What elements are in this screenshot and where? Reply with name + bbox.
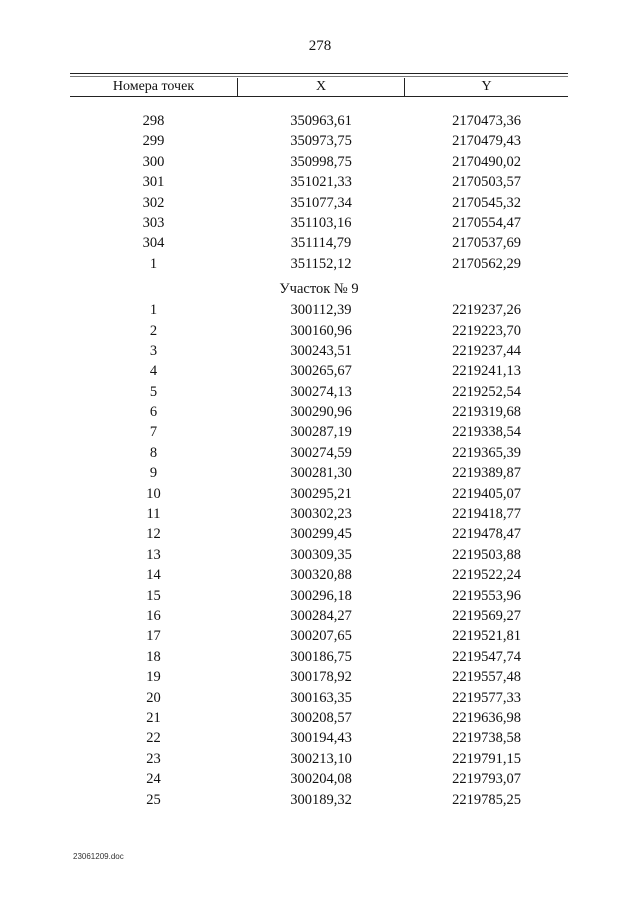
table-row — [70, 361, 568, 381]
x-coordinate: 300163,35 — [290, 689, 352, 706]
x-coordinate: 351103,16 — [290, 214, 352, 231]
point-number: 3 — [149, 342, 158, 359]
y-coordinate: 2219389,87 — [452, 465, 521, 482]
point-number: 8 — [149, 444, 158, 461]
table-row — [70, 606, 568, 626]
x-coordinate: 300274,59 — [290, 444, 352, 461]
y-coordinate: 2219522,24 — [452, 567, 521, 584]
table-row — [70, 402, 568, 422]
table-row — [70, 586, 568, 606]
point-number: 301 — [142, 174, 165, 191]
y-coordinate: 2219738,58 — [452, 730, 521, 747]
table-row — [70, 131, 568, 151]
table-header — [70, 73, 568, 97]
table-row — [70, 728, 568, 748]
y-coordinate: 2219223,70 — [452, 322, 521, 339]
y-coordinate: 2219521,81 — [452, 628, 521, 645]
x-coordinate: 351021,33 — [290, 174, 352, 191]
table-row — [70, 708, 568, 728]
table-row — [70, 484, 568, 504]
point-number: 20 — [146, 689, 161, 706]
point-number: 22 — [146, 730, 161, 747]
table-row — [70, 667, 568, 687]
point-number: 302 — [142, 194, 165, 211]
point-number: 2 — [149, 322, 158, 339]
table-row — [70, 300, 568, 320]
x-coordinate: 300290,96 — [290, 404, 352, 421]
x-coordinate: 351077,34 — [290, 194, 352, 211]
table-row — [70, 152, 568, 172]
y-coordinate: 2219503,88 — [452, 546, 521, 563]
table-row — [70, 422, 568, 442]
y-coordinate: 2219577,33 — [452, 689, 521, 706]
table-row — [70, 111, 568, 131]
table-row — [70, 749, 568, 769]
point-number: 303 — [142, 214, 165, 231]
x-coordinate: 300112,39 — [290, 302, 352, 319]
y-coordinate: 2219785,25 — [452, 791, 521, 808]
table-row — [70, 193, 568, 213]
x-coordinate: 300296,18 — [290, 587, 352, 604]
y-coordinate: 2219547,74 — [452, 648, 521, 665]
x-coordinate: 351152,12 — [290, 255, 352, 272]
x-coordinate: 300178,92 — [290, 669, 352, 686]
coordinates-table-body — [70, 111, 568, 810]
table-row — [70, 545, 568, 565]
header-x: X — [238, 78, 405, 96]
page-number: 278 — [308, 38, 332, 54]
table-row — [70, 769, 568, 789]
point-number: 24 — [146, 771, 161, 788]
x-coordinate: 300207,65 — [290, 628, 352, 645]
x-coordinate: 300274,13 — [290, 383, 352, 400]
y-coordinate: 2170537,69 — [452, 235, 521, 252]
point-number: 12 — [146, 526, 161, 543]
point-number: 17 — [146, 628, 161, 645]
y-coordinate: 2219557,48 — [452, 669, 521, 686]
header-point-numbers: Номера точек — [70, 78, 238, 96]
table-row — [70, 790, 568, 810]
point-number: 21 — [146, 709, 161, 726]
table-row — [70, 254, 568, 274]
y-coordinate: 2219252,54 — [452, 383, 521, 400]
y-coordinate: 2219241,13 — [452, 363, 521, 380]
x-coordinate: 300320,88 — [290, 567, 352, 584]
y-coordinate: 2219237,44 — [452, 342, 521, 359]
y-coordinate: 2219793,07 — [452, 771, 521, 788]
y-coordinate: 2170554,47 — [452, 214, 521, 231]
x-coordinate: 300189,32 — [290, 791, 352, 808]
y-coordinate: 2219365,39 — [452, 444, 521, 461]
point-number: 13 — [146, 546, 161, 563]
y-coordinate: 2219405,07 — [452, 485, 521, 502]
point-number: 25 — [146, 791, 161, 808]
table-row — [70, 524, 568, 544]
point-number: 9 — [149, 465, 158, 482]
point-number: 299 — [142, 133, 165, 150]
x-coordinate: 300208,57 — [290, 709, 352, 726]
point-number: 298 — [142, 113, 165, 129]
table-row — [70, 565, 568, 585]
point-number: 14 — [146, 567, 161, 584]
table-row — [70, 504, 568, 524]
table-row — [70, 382, 568, 402]
y-coordinate: 2170473,36 — [452, 113, 521, 129]
table-row — [70, 647, 568, 667]
x-coordinate: 300302,23 — [290, 506, 352, 523]
x-coordinate: 300284,27 — [290, 607, 352, 624]
x-coordinate: 351114,79 — [290, 235, 352, 252]
y-coordinate: 2219569,27 — [452, 607, 521, 624]
table-row — [70, 172, 568, 192]
y-coordinate: 2219418,77 — [452, 506, 521, 523]
x-coordinate: 300295,21 — [290, 485, 352, 502]
point-number: 304 — [142, 235, 165, 252]
y-coordinate: 2219553,96 — [452, 587, 521, 604]
y-coordinate: 2219791,15 — [452, 750, 521, 767]
x-coordinate: 300204,08 — [290, 771, 352, 788]
table-row — [70, 443, 568, 463]
point-number: 5 — [149, 383, 158, 400]
x-coordinate: 300309,35 — [290, 546, 352, 563]
point-number: 1 — [149, 255, 158, 272]
x-coordinate: 300243,51 — [290, 342, 352, 359]
point-number: 7 — [149, 424, 158, 441]
x-coordinate: 300194,43 — [290, 730, 352, 747]
x-coordinate: 300213,10 — [290, 750, 352, 767]
point-number: 10 — [146, 485, 161, 502]
point-number: 18 — [146, 648, 161, 665]
point-number: 11 — [146, 506, 161, 523]
x-coordinate: 300186,75 — [290, 648, 352, 665]
point-number: 16 — [146, 607, 161, 624]
section-title: Участок № 9 — [279, 281, 359, 298]
table-row — [70, 321, 568, 341]
table-row — [70, 688, 568, 708]
y-coordinate: 2219319,68 — [452, 404, 521, 421]
x-coordinate: 300160,96 — [290, 322, 352, 339]
point-number: 4 — [149, 363, 158, 380]
y-coordinate: 2219237,26 — [452, 302, 521, 319]
x-coordinate: 350973,75 — [290, 133, 352, 150]
point-number: 1 — [149, 302, 158, 319]
x-coordinate: 350963,61 — [290, 113, 352, 129]
table-row — [70, 213, 568, 233]
x-coordinate: 300287,19 — [290, 424, 352, 441]
header-y: Y — [481, 79, 492, 94]
y-coordinate: 2170479,43 — [452, 133, 521, 150]
point-number: 23 — [146, 750, 161, 767]
point-number: 19 — [146, 669, 161, 686]
y-coordinate: 2219338,54 — [452, 424, 521, 441]
table-row — [70, 626, 568, 646]
y-coordinate: 2170562,29 — [452, 255, 521, 272]
point-number: 6 — [149, 404, 158, 421]
table-row — [70, 341, 568, 361]
y-coordinate: 2219478,47 — [452, 526, 521, 543]
x-coordinate: 300281,30 — [290, 465, 352, 482]
y-coordinate: 2219636,98 — [452, 709, 521, 726]
footer-filename: 23061209.doc — [73, 852, 124, 861]
table-row — [70, 463, 568, 483]
y-coordinate: 2170545,32 — [452, 194, 521, 211]
point-number: 300 — [142, 153, 165, 170]
table-row — [70, 233, 568, 253]
x-coordinate: 300299,45 — [290, 526, 352, 543]
x-coordinate: 350998,75 — [290, 153, 352, 170]
y-coordinate: 2170490,02 — [452, 153, 521, 170]
y-coordinate: 2170503,57 — [452, 174, 521, 191]
point-number: 15 — [146, 587, 161, 604]
x-coordinate: 300265,67 — [290, 363, 352, 380]
